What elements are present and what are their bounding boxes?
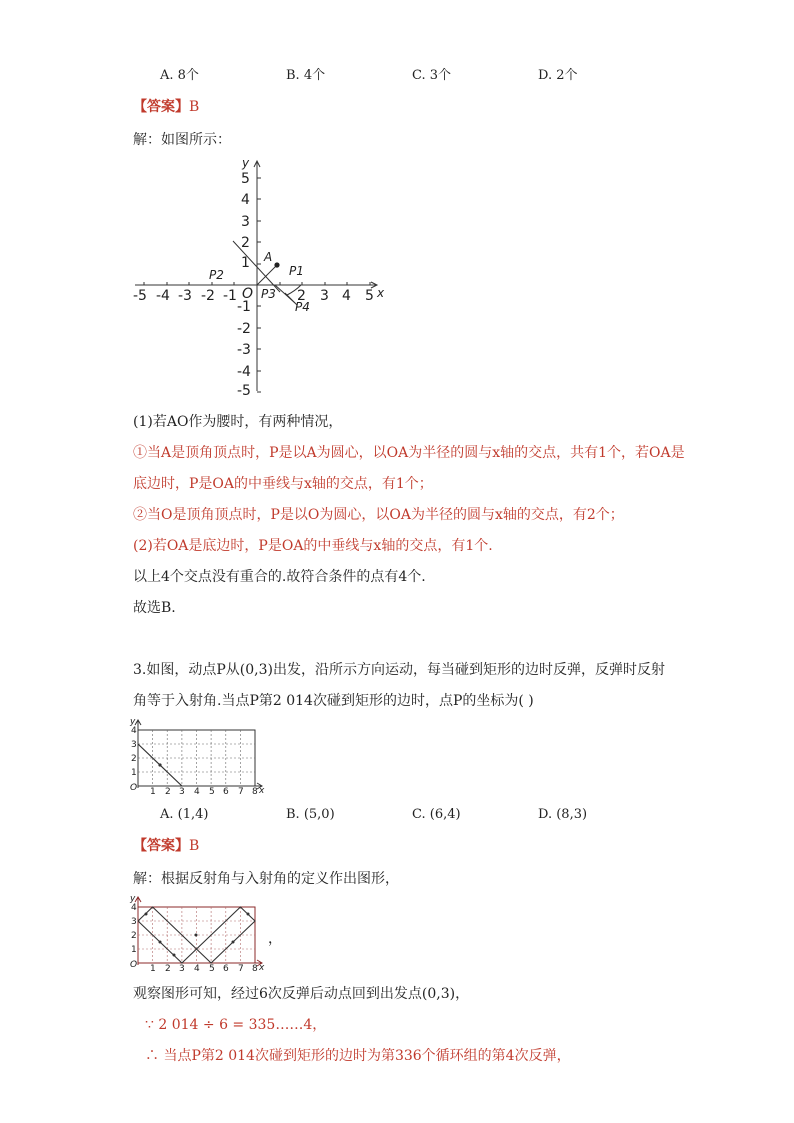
x-tick: 3	[179, 787, 185, 794]
figure-comma: ，	[268, 931, 282, 947]
label-a: A	[264, 250, 273, 264]
q3-solution-line-2: ∵ 2 014 ÷ 6 = 335……4，	[145, 1017, 327, 1033]
x-tick: 6	[223, 964, 229, 973]
y-axis-label: y	[242, 156, 250, 170]
x-tick: 4	[342, 288, 351, 304]
y-axis-label: y	[130, 894, 136, 904]
option-d: D. 2个	[538, 68, 578, 83]
y-tick: 3	[241, 214, 250, 230]
x-tick: 4	[194, 964, 200, 973]
q3-stem-line-1: 3.如图，动点P从(0,3)出发，沿所示方向运动，每当碰到矩形的边时反弹，反弹时反射	[133, 662, 665, 678]
solution-line-7: 故选B.	[133, 600, 176, 616]
x-tick: 7	[238, 964, 244, 973]
x-tick: 1	[150, 964, 156, 973]
y-tick: 1	[131, 945, 137, 955]
x-tick: 6	[223, 787, 229, 794]
solution-intro: 解：如图所示：	[133, 132, 231, 148]
label-p1: P1	[289, 264, 304, 278]
y-tick: 4	[131, 903, 137, 913]
q3-option-d: D. (8,3)	[538, 807, 588, 822]
label-p2: P2	[209, 268, 224, 282]
x-tick: 2	[297, 288, 306, 304]
label-p4: P4	[295, 300, 310, 314]
x-tick: 5	[209, 787, 215, 794]
x-tick: 2	[165, 787, 171, 794]
answer-letter: B	[189, 99, 200, 115]
origin-label: O	[130, 960, 138, 970]
solution-line-1: (1)若AO作为腰时，有两种情况，	[133, 414, 343, 430]
solution-line-3: 底边时，P是OA的中垂线与x轴的交点，有1个；	[133, 476, 433, 492]
origin-label: O	[130, 783, 138, 793]
y-tick: 2	[131, 754, 137, 764]
q3-solution-figure	[128, 893, 268, 973]
x-tick: 8	[252, 787, 258, 794]
y-tick: -4	[237, 364, 251, 380]
y-tick: 1	[131, 768, 137, 778]
x-axis-label: x	[259, 963, 265, 973]
point-a	[274, 262, 279, 267]
y-tick: 3	[131, 740, 137, 750]
option-b: B. 4个	[286, 68, 326, 83]
segment-oa	[257, 265, 277, 285]
x-tick: 8	[252, 964, 258, 973]
x-tick: -5	[133, 288, 147, 304]
q3-option-c: C. (6,4)	[412, 807, 461, 822]
label-p3: P3	[261, 287, 276, 301]
x-tick: -2	[201, 288, 215, 304]
answer-tag: 【答案】	[133, 838, 189, 854]
x-axis-label: x	[259, 786, 265, 794]
x-tick: -1	[223, 288, 237, 304]
x-tick: 5	[365, 288, 374, 304]
y-tick: 5	[241, 171, 250, 187]
solution-line-2: ①当A是顶角顶点时，P是以A为圆心，以OA为半径的圆与x轴的交点，共有1个，若OA是	[133, 445, 685, 461]
y-axis-label: y	[130, 717, 136, 727]
y-tick: -2	[237, 321, 251, 337]
q3-stem-line-2: 角等于入射角.当点P第2 014次碰到矩形的边时，点P的坐标为( )	[133, 693, 534, 709]
q3-solution-line-3: ∴ 当点P第2 014次碰到矩形的边时为第336个循环组的第4次反弹，	[145, 1048, 571, 1064]
y-tick: 4	[241, 192, 250, 208]
x-tick: 3	[179, 964, 185, 973]
answer-tag: 【答案】	[133, 99, 189, 115]
y-tick: -1	[237, 299, 251, 315]
y-tick: 2	[241, 235, 250, 251]
y-tick: 1	[241, 255, 250, 271]
y-tick: 4	[131, 726, 137, 736]
x-tick: 3	[320, 288, 329, 304]
x-tick: 4	[194, 787, 200, 794]
x-tick: 5	[209, 964, 215, 973]
option-c: C. 3个	[412, 68, 452, 83]
q3-option-a: A. (1,4)	[160, 807, 209, 822]
q3-figure	[128, 716, 268, 794]
y-tick: -5	[237, 383, 251, 395]
coordinate-graph	[125, 155, 390, 395]
solution-line-4: ②当O是顶角顶点时，P是以O为圆心，以OA为半径的圆与x轴的交点，有2个；	[133, 507, 624, 523]
origin-label: O	[242, 286, 254, 302]
solution-line-5: (2)若OA是底边时，P是OA的中垂线与x轴的交点，有1个.	[133, 538, 493, 554]
solution-line-6: 以上4个交点没有重合的.故符合条件的点有4个.	[133, 569, 426, 585]
q3-option-b: B. (5,0)	[286, 807, 335, 822]
q3-solution-line-1: 观察图形可知，经过6次反弹后动点回到出发点(0,3)，	[133, 986, 470, 1002]
x-tick: 2	[165, 964, 171, 973]
x-tick: -4	[156, 288, 170, 304]
answer-letter: B	[189, 838, 200, 854]
answer-line	[133, 98, 199, 116]
y-tick: 2	[131, 931, 137, 941]
y-tick: -3	[237, 342, 251, 358]
x-tick: 7	[238, 787, 244, 794]
q3-solution-intro: 解：根据反射角与入射角的定义作出图形，	[133, 871, 399, 887]
option-a: A. 8个	[160, 68, 199, 83]
q3-answer-line	[133, 837, 199, 855]
x-tick: -3	[178, 288, 192, 304]
x-axis-label: x	[377, 286, 385, 300]
y-tick: 3	[131, 917, 137, 927]
x-tick: 1	[150, 787, 156, 794]
